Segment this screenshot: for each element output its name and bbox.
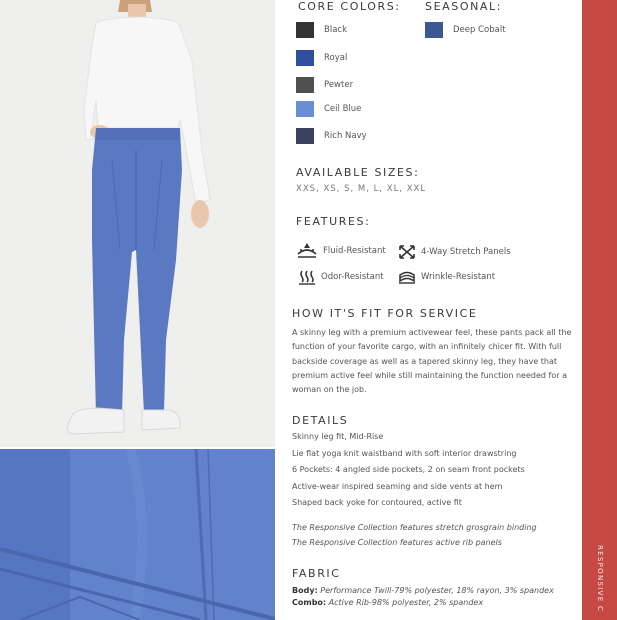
product-detail-photo — [0, 449, 275, 620]
color-swatch-rich-navy[interactable] — [296, 128, 367, 144]
details-heading: DETAILS — [292, 414, 349, 427]
color-swatch-black[interactable] — [296, 22, 347, 38]
swatch-label: Royal — [324, 53, 348, 63]
sizes-list: XXS, XS, S, M, L, XL, XXL — [296, 184, 427, 194]
fabric-combo-text: Active Rib-98% polyester, 2% spandex — [328, 598, 484, 607]
detail-item: Lie flat yoga knit waistband with soft interior drawstring — [292, 449, 517, 458]
stretch-arrows-icon — [398, 244, 416, 260]
swatch-chip — [296, 101, 314, 117]
detail-note: The Responsive Collection features active rib panels — [292, 538, 502, 547]
detail-item: Shaped back yoke for contoured, active fit — [292, 498, 462, 507]
wrinkle-resistant-icon — [398, 269, 416, 285]
color-swatch-pewter[interactable] — [296, 77, 353, 93]
sizes-heading: AVAILABLE SIZES: — [296, 166, 420, 179]
detail-note: The Responsive Collection features stretch grosgrain binding — [292, 523, 537, 532]
fit-line: backside coverage as well as a tapered skinny leg, they have that — [292, 356, 558, 366]
fabric-combo-line — [292, 598, 483, 607]
fabric-body-label: Body: — [292, 586, 318, 595]
feature-odor-resistant — [298, 269, 384, 285]
fit-line: woman on the job. — [292, 385, 367, 395]
fit-heading: HOW IT'S FIT FOR SERVICE — [292, 307, 478, 320]
detail-item: 6 Pockets: 4 angled side pockets, 2 on seam front pockets — [292, 465, 525, 474]
color-swatch-ceil-blue[interactable] — [296, 101, 361, 117]
side-tab-label: RESPONSIVE C — [596, 545, 604, 613]
fluid-resistant-icon — [296, 242, 318, 260]
swatch-label: Rich Navy — [324, 131, 367, 141]
feature-label: Fluid-Resistant — [323, 246, 386, 256]
core-colors-heading: CORE COLORS: — [298, 0, 401, 13]
fit-description — [292, 326, 577, 397]
color-swatch-deep-cobalt[interactable] — [425, 22, 506, 38]
swatch-chip — [296, 22, 314, 38]
swatch-label: Ceil Blue — [324, 104, 362, 114]
side-tab-bar — [582, 0, 617, 620]
swatch-label: Deep Cobalt — [453, 25, 506, 35]
swatch-label: Pewter — [324, 80, 354, 90]
feature-fluid-resistant — [296, 242, 386, 260]
feature-label: 4-Way Stretch Panels — [421, 247, 511, 257]
color-swatch-royal[interactable] — [296, 50, 347, 66]
fabric-body-line — [292, 586, 554, 595]
fit-line: A skinny leg with a premium activewear feel, these pants pack all the — [292, 328, 572, 337]
swatch-chip — [296, 50, 314, 66]
swatch-label: Black — [324, 25, 347, 35]
fabric-heading: FABRIC — [292, 567, 341, 580]
fabric-body-text: Performance Twill-79% polyester, 18% rayon, 3% spandex — [320, 586, 554, 595]
detail-item: Skinny leg fit, Mid-Rise — [292, 432, 384, 441]
seasonal-heading: SEASONAL: — [425, 0, 503, 13]
features-heading: FEATURES: — [296, 215, 371, 228]
swatch-chip — [296, 128, 314, 144]
fabric-combo-label: Combo: — [292, 598, 327, 607]
detail-item: Active-wear inspired seaming and side vents at hem — [292, 482, 503, 491]
feature-stretch-panels — [398, 244, 511, 260]
feature-label: Wrinkle-Resistant — [421, 272, 496, 282]
feature-label: Odor-Resistant — [321, 272, 384, 282]
odor-resistant-icon — [298, 269, 316, 285]
feature-wrinkle-resistant — [398, 269, 495, 285]
swatch-chip — [296, 77, 314, 93]
swatch-chip — [425, 22, 443, 38]
fit-line: function of your favorite cargo, with an infinitely chicer fit. With full — [292, 342, 562, 352]
product-photo-model — [0, 0, 275, 447]
fit-line: premium active feel while still maintaining the function needed for a — [292, 370, 567, 380]
